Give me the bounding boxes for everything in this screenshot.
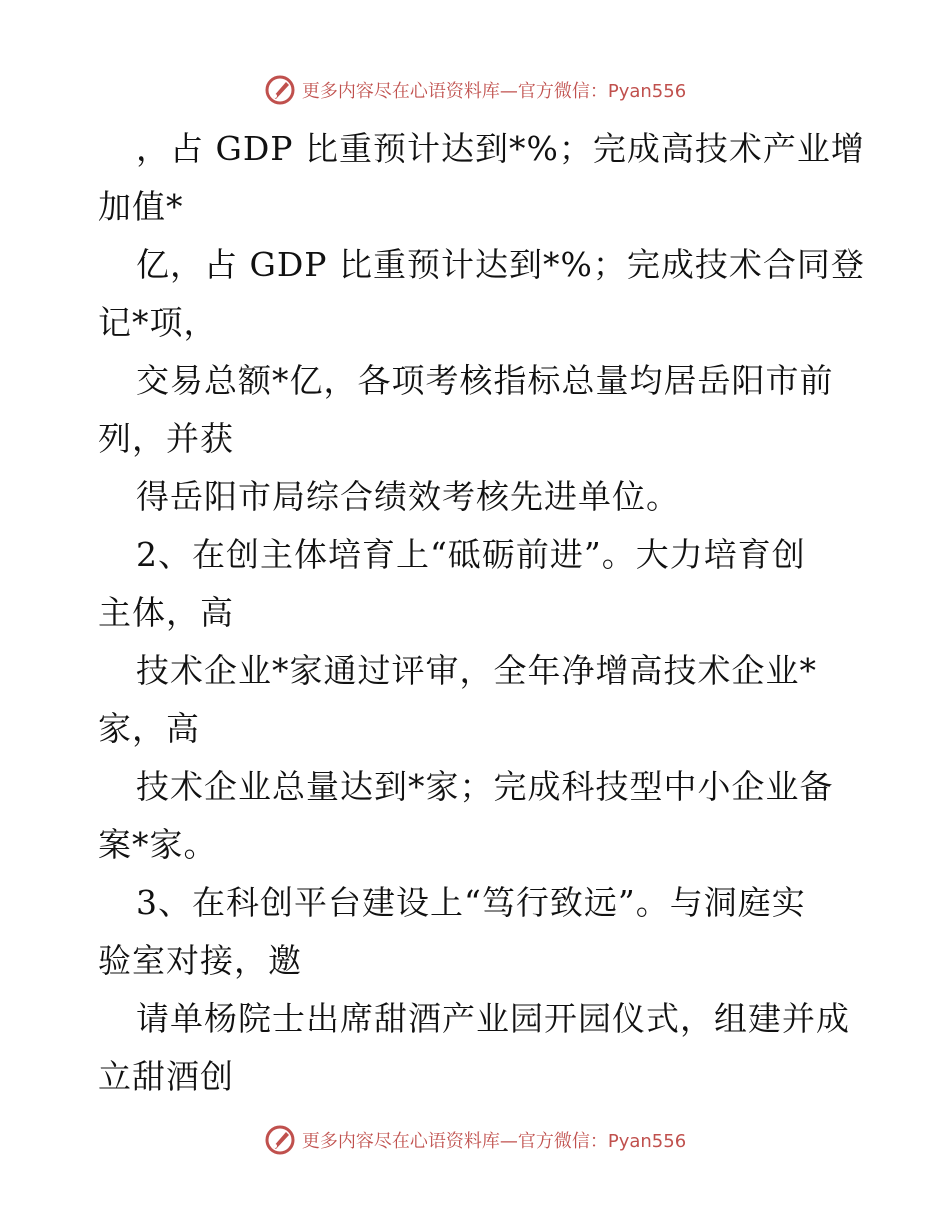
text-line: 记*项，	[98, 303, 218, 342]
text-line: 技术企业总量达到*家；完成科技型中小企业备	[136, 767, 834, 806]
document-body	[98, 120, 865, 1106]
footer-watermark	[0, 1120, 950, 1160]
watermark-text: 更多内容尽在心语资料库—官方微信：Pyan556	[301, 1131, 687, 1152]
text-line: 案*家。	[98, 825, 218, 864]
text-line: 3、在科创平台建设上“笃行致远”。与洞庭实	[136, 883, 806, 922]
text-line: 得岳阳市局综合绩效考核先进单位。	[136, 477, 680, 516]
text-line: 亿，占 GDP 比重预计达到*%；完成技术合同登	[136, 245, 865, 284]
pen-logo-icon	[264, 74, 296, 106]
header-watermark	[0, 70, 950, 110]
text-line: 请单杨院士出席甜酒产业园开园仪式，组建并成	[136, 999, 850, 1038]
text-line: 2、在创主体培育上“砥砺前进”。大力培育创	[136, 535, 806, 574]
text-line: 列，并获	[98, 419, 234, 458]
text-line: ，占 GDP 比重预计达到*%；完成高技术产业增	[136, 129, 865, 168]
text-line: 交易总额*亿，各项考核指标总量均居岳阳市前	[136, 361, 834, 400]
text-line: 加值*	[98, 187, 184, 226]
text-line: 家，高	[98, 709, 200, 748]
text-line: 验室对接，邀	[98, 941, 302, 980]
text-line: 立甜酒创	[98, 1057, 234, 1096]
text-line: 主体，高	[98, 593, 234, 632]
text-line: 技术企业*家通过评审，全年净增高技术企业*	[136, 651, 817, 690]
watermark-text: 更多内容尽在心语资料库—官方微信：Pyan556	[301, 81, 687, 102]
pen-logo-icon	[264, 1124, 296, 1156]
